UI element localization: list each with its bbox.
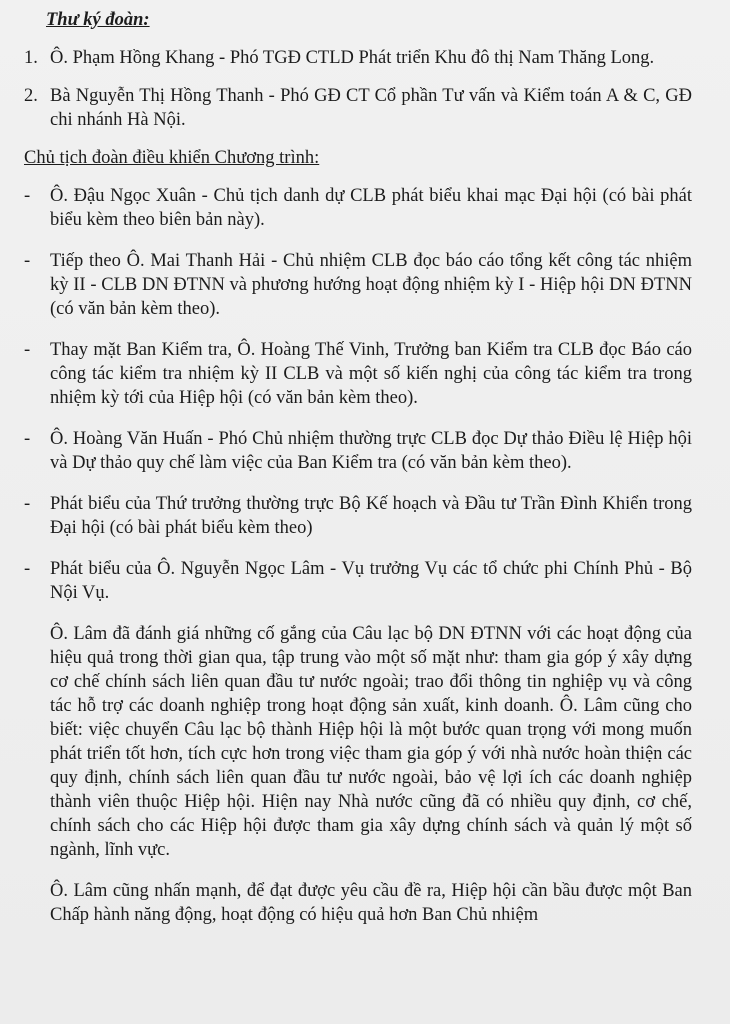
bullet-dash: -	[24, 340, 31, 360]
bullet-dash: -	[24, 429, 31, 449]
program-item-5	[24, 492, 706, 540]
program-item-3	[24, 338, 706, 410]
bullet-dash: -	[24, 251, 31, 271]
program-item-1	[24, 184, 706, 232]
list-item-text: Ô. Đậu Ngọc Xuân - Chủ tịch danh dự CLB phát biểu khai mạc Đại hội (có bài phát biểu kèm theo biên bản này).	[50, 186, 692, 230]
list-item-text: Tiếp theo Ô. Mai Thanh Hải - Chủ nhiệm CLB đọc báo cáo tổng kết công tác nhiệm kỳ II - CLB DN ĐTNN và phương hướng hoạt động nhiệm kỳ I - Hiệp hội DN ĐTNN (có văn bản kèm theo).	[50, 251, 692, 319]
program-heading: Chủ tịch đoàn điều khiển Chương trình:	[24, 148, 320, 168]
program-item-6	[24, 557, 706, 605]
bullet-dash: -	[24, 186, 31, 206]
list-number: 2.	[24, 86, 38, 106]
list-item-text: Thay mặt Ban Kiểm tra, Ô. Hoàng Thế Vinh, Trưởng ban Kiểm tra CLB đọc Báo cáo công tác kiểm tra nhiệm kỳ II CLB và một số kiến nghị của công tác kiểm tra trong nhiệm kỳ tới của Hiệp hội (có văn bản kèm theo).	[50, 340, 692, 408]
bullet-dash: -	[24, 559, 31, 579]
bullet-dash: -	[24, 494, 31, 514]
program-item-2	[24, 249, 706, 321]
list-item-text: Phát biểu của Thứ trưởng thường trực Bộ Kế hoạch và Đầu tư Trần Đình Khiển trong Đại hội (có bài phát biểu kèm theo)	[50, 494, 692, 538]
list-item-text: Ô. Phạm Hồng Khang - Phó TGĐ CTLD Phát triển Khu đô thị Nam Thăng Long.	[50, 48, 655, 68]
secretary-heading: Thư ký đoàn:	[46, 10, 150, 30]
body-paragraph-2: Ô. Lâm cũng nhấn mạnh, để đạt được yêu cầu đề ra, Hiệp hội cần bầu được một Ban Chấp hành năng động, hoạt động có hiệu quả hơn Ban Chủ nhiệm	[50, 881, 692, 925]
list-item-text: Bà Nguyễn Thị Hồng Thanh - Phó GĐ CT Cổ phần Tư vấn và Kiểm toán A & C, GĐ chi nhánh Hà Nội.	[50, 86, 692, 130]
program-item-4	[24, 427, 706, 475]
list-item-text: Phát biểu của Ô. Nguyễn Ngọc Lâm - Vụ trưởng Vụ các tổ chức phi Chính Phủ - Bộ Nội Vụ.	[50, 559, 692, 603]
list-number: 1.	[24, 48, 38, 68]
list-item-text: Ô. Hoàng Văn Huấn - Phó Chủ nhiệm thường trực CLB đọc Dự thảo Điều lệ Hiệp hội và Dự thảo quy chế làm việc của Ban Kiểm tra (có văn bản kèm theo).	[50, 429, 692, 473]
body-paragraph-1: Ô. Lâm đã đánh giá những cố gắng của Câu lạc bộ DN ĐTNN với các hoạt động của hiệu quả trong thời gian qua, tập trung vào một số mặt như: tham gia góp ý xây dựng cơ chế chính sách liên quan đầu tư nước ngoài; trao đổi thông tin nghiệp vụ và công tác hỗ trợ các doanh nghiệp trong hoạt động sản xuất, kinh doanh. Ô. Lâm cũng cho biết: việc chuyển Câu lạc bộ thành Hiệp hội là một bước quan trọng với mong muốn phát triển tốt hơn, tích cực hơn trong việc tham gia góp ý với nhà nước hoàn thiện các quy định, chính sách liên quan đầu tư nước ngoài, bảo vệ lợi ích các doanh nghiệp thành viên thuộc Hiệp hội. Hiện nay Nhà nước cũng đã có nhiều quy định, cơ chế, chính sách cho các Hiệp hội được tham gia xây dựng chính sách và quản lý một số ngành, lĩnh vực.	[50, 624, 692, 860]
secretary-item-1	[24, 46, 706, 70]
secretary-item-2	[24, 84, 706, 132]
